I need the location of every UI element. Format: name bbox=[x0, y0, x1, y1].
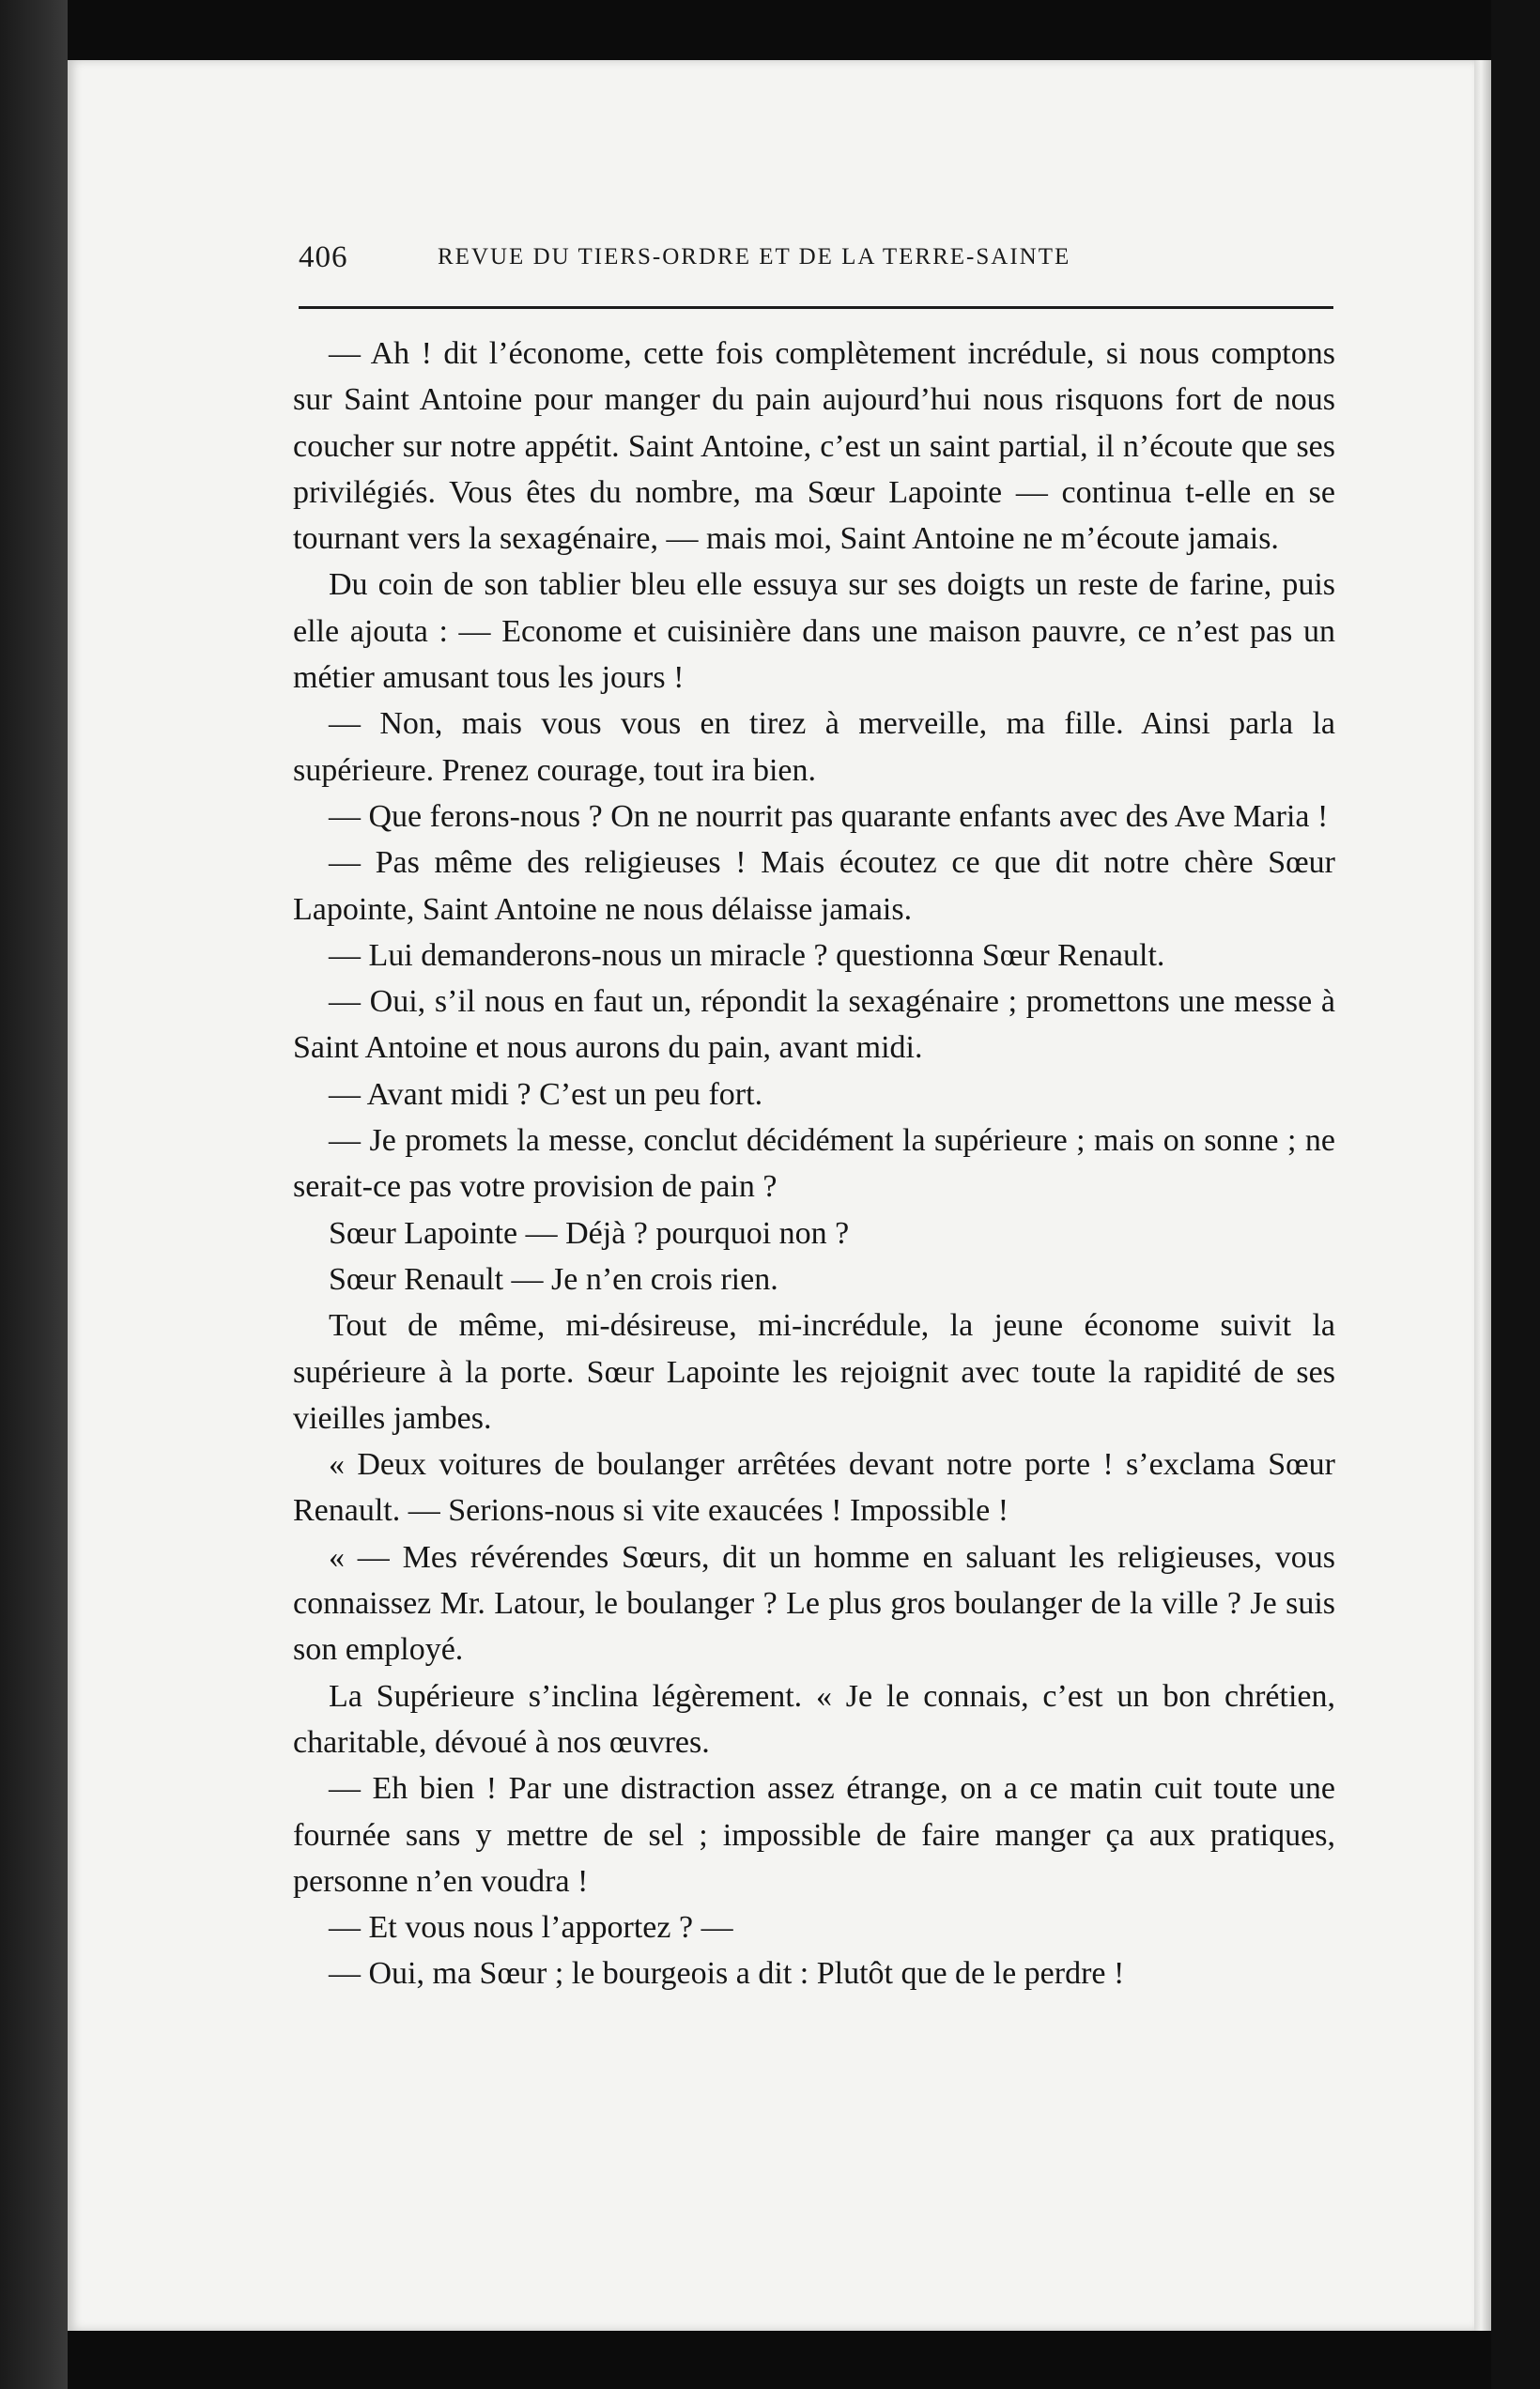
page-number: 406 bbox=[299, 240, 348, 274]
header-rule bbox=[299, 306, 1333, 309]
page-edge bbox=[1474, 60, 1491, 2331]
paragraph: — Oui, ma Sœur ; le bourgeois a dit : Plutôt que de le perdre ! bbox=[329, 1956, 1125, 1992]
right-border bbox=[1491, 0, 1540, 2389]
page-header bbox=[299, 240, 1333, 289]
running-head: REVUE DU TIERS-ORDRE ET DE LA TERRE-SAINTE bbox=[438, 244, 1071, 270]
paragraph: — Lui demanderons-nous un miracle ? questionna Sœur Renault. bbox=[329, 937, 1165, 973]
paragraph: Sœur Renault — Je n’en crois rien. bbox=[329, 1261, 778, 1297]
paragraph: Sœur Lapointe — Déjà ? pourquoi non ? bbox=[329, 1215, 850, 1251]
paragraph: — Non, mais vous vous en tirez à merveille, ma fille. Ainsi parla la supérieure. Prenez courage, tout ira bien. bbox=[293, 706, 1335, 788]
paragraph: — Avant midi ? C’est un peu fort. bbox=[329, 1076, 763, 1112]
paragraph: — Ah ! dit l’économe, cette fois complètement incrédule, si nous comptons sur Saint Antoine pour manger du pain aujourd’hui nous risquons fort de nous coucher sur notre appétit. Saint Antoine, c’est un saint partial, il n’écoute que ses privilégiés. Vous êtes du nombre, ma Sœur Lapointe — continua t-elle en se tournant vers la sexagénaire, — mais moi, Saint Antoine ne m’écoute jamais. bbox=[293, 336, 1335, 557]
paragraph: La Supérieure s’inclina légèrement. « Je le connais, c’est un bon chrétien, charitable, dévoué à nos œuvres. bbox=[293, 1678, 1335, 1760]
paragraph: — Je promets la messe, conclut décidément la supérieure ; mais on sonne ; ne serait-ce pas votre provision de pain ? bbox=[293, 1123, 1335, 1205]
body-text bbox=[293, 331, 1335, 1997]
paragraph: — Pas même des religieuses ! Mais écoutez ce que dit notre chère Sœur Lapointe, Saint Antoine ne nous délaisse jamais. bbox=[293, 845, 1335, 927]
paragraph: Du coin de son tablier bleu elle essuya sur ses doigts un reste de farine, puis elle ajouta : — Econome et cuisinière dans une maison pauvre, ce n’est pas un métier amusant tous les jours ! bbox=[293, 567, 1335, 696]
paragraph: — Eh bien ! Par une distraction assez étrange, on a ce matin cuit toute une fournée sans y mettre de sel ; impossible de faire manger ça aux pratiques, personne n’en voudra ! bbox=[293, 1771, 1335, 1899]
paragraph: — Oui, s’il nous en faut un, répondit la sexagénaire ; promettons une messe à Saint Antoine et nous aurons du pain, avant midi. bbox=[293, 984, 1335, 1066]
paragraph: — Et vous nous l’apportez ? — bbox=[329, 1910, 733, 1946]
paragraph: « Deux voitures de boulanger arrêtées devant notre porte ! s’exclama Sœur Renault. — Serions-nous si vite exaucées ! Impossible ! bbox=[293, 1447, 1335, 1529]
paragraph: Tout de même, mi-désireuse, mi-incrédule, la jeune économe suivit la supérieure à la porte. Sœur Lapointe les rejoignit avec toute la rapidité de ses vieilles jambes. bbox=[293, 1308, 1335, 1436]
paragraph: « — Mes révérendes Sœurs, dit un homme en saluant les religieuses, vous connaissez Mr. Latour, le boulanger ? Le plus gros boulanger de la ville ? Je suis son employé. bbox=[293, 1539, 1335, 1668]
book-gutter bbox=[0, 0, 68, 2389]
paragraph: — Que ferons-nous ? On ne nourrit pas quarante enfants avec des Ave Maria ! bbox=[329, 798, 1329, 834]
